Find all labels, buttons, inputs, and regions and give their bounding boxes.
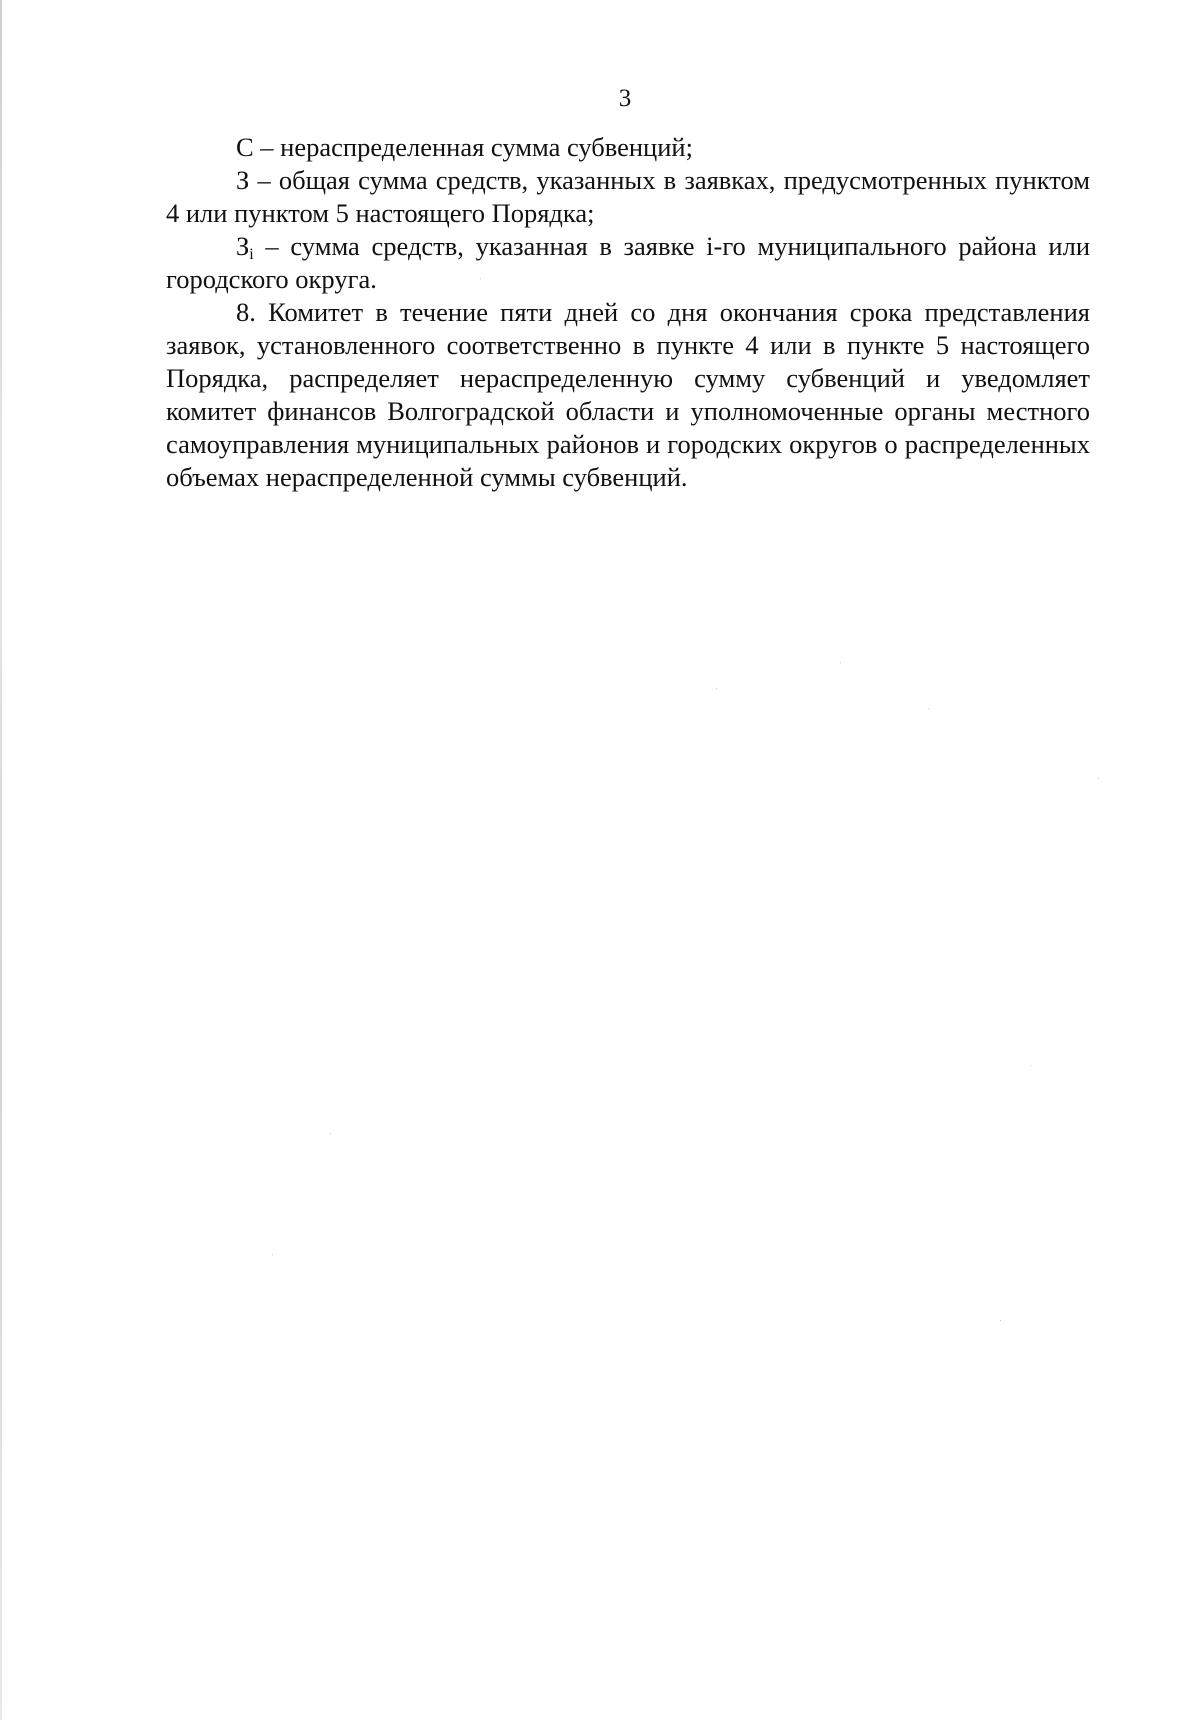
scan-speck [330, 1133, 331, 1134]
scan-left-edge [0, 0, 2, 1720]
zi-definition-text: – сумма средств, указанная в заявке i-го муниципального района или городского округа. [166, 231, 1090, 294]
zi-symbol: З [236, 231, 250, 261]
scan-speck [840, 662, 841, 663]
scan-speck [272, 1254, 273, 1255]
paragraph-c-definition: С – нераспределенная сумма субвенций; [236, 132, 693, 162]
paragraph-z-definition: З – общая сумма средств, указанных в заявках, предусмотренных пунктом 4 или пунктом 5 настоящего Порядка; [166, 165, 1090, 228]
document-body [166, 131, 1090, 494]
scan-speck [1098, 778, 1099, 779]
paragraph-zi-definition [166, 230, 1090, 296]
page-number: 3 [618, 85, 632, 112]
scan-speck [480, 278, 481, 279]
zi-subscript: i [249, 246, 254, 263]
scan-speck [928, 708, 929, 709]
scan-speck [1030, 1065, 1031, 1066]
paragraph-item-8: 8. Комитет в течение пяти дней со дня окончания срока представления заявок, установленного соответственно в пункте 4 или в пункте 5 настоящего Порядка, распределяет нераспределенную сумму субвенций и уведомляет комитет финансов Волгоградской области и уполномоченные органы местного самоуправления муниципальных районов и городских округов о распределенных объемах нераспределенной суммы субвенций. [166, 297, 1090, 492]
scan-speck [1000, 1320, 1001, 1321]
scan-speck [716, 688, 717, 689]
